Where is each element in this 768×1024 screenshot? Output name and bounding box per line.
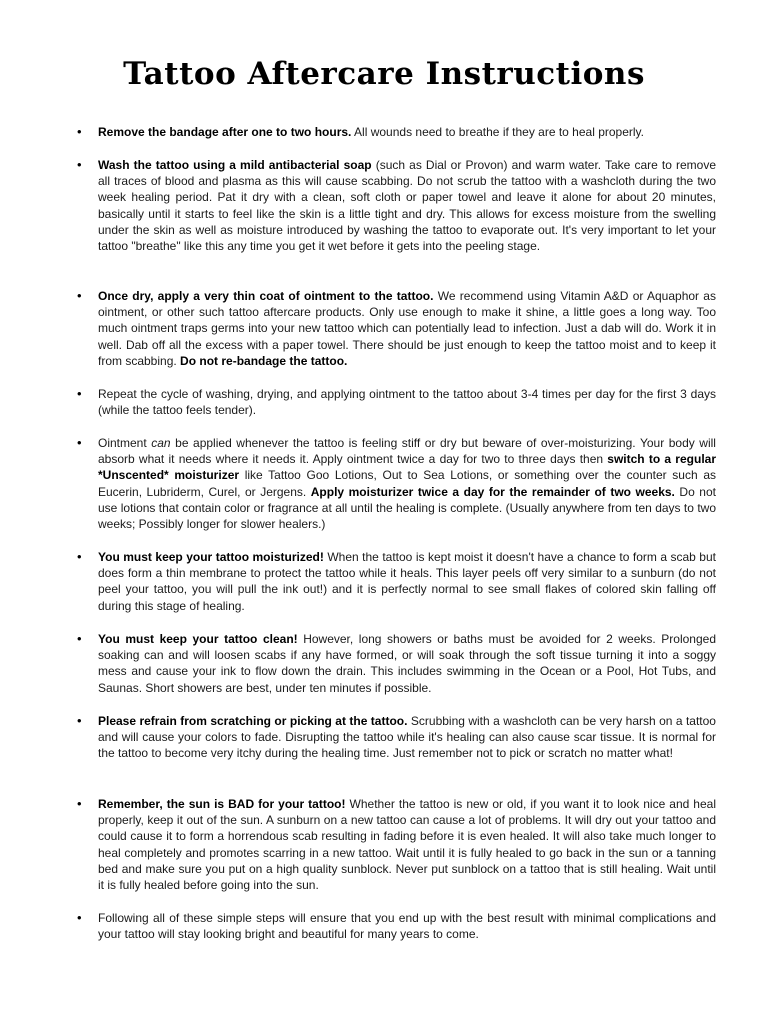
list-item-repeat-cycle [98, 386, 716, 418]
item-bold-text: Please refrain from scratching or picking at the tattoo. [98, 714, 408, 728]
item-bold-text: Once dry, apply a very thin coat of ointment to the tattoo. [98, 289, 434, 303]
list-item-sun-warning [98, 796, 716, 893]
item-bold-text-b: Apply moisturizer twice a day for the remainder of two weeks. [310, 484, 675, 499]
item-text: Scrubbing with a washcloth can be very harsh on a tattoo and will cause your colors to fade. Disrupting the tattoo while it's healing can also cause scar tissue. It is normal for the tattoo to become very itchy during the healing time. Just remember not to pick or scratch no matter what! [98, 714, 716, 761]
item-text: Repeat the cycle of washing, drying, and applying ointment to the tattoo about 3-4 times per day for the first 3 days (while the tattoo feels tender). [98, 387, 716, 418]
item-bold-text: Remove the bandage after one to two hours. [98, 125, 352, 139]
list-item-closing-note [98, 910, 716, 942]
list-item-keep-moisturized [98, 549, 716, 614]
item-bold-text: Remember, the sun is BAD for your tattoo! [98, 797, 346, 811]
item-text-b: be applied whenever the tattoo is feeling stiff or dry but beware of over-moisturizing. Your body will absorb what it needs where it needs it. Apply ointment twice a day for two to three days then [98, 436, 716, 467]
item-text: We recommend using Vitamin A&D or Aquaphor as ointment, or other such tattoo aftercare products. Only use enough to make it shine, a little goes a long way. Too much ointment traps germs into your new tattoo which can potentially lead to infection. Just a dab will do. Work it in well. Dab off all the excess with a paper towel. There should be just enough to keep the tattoo moist and to keep it from scabbing. [98, 289, 716, 368]
list-item-no-scratching [98, 713, 716, 762]
list-item-apply-ointment [98, 288, 716, 369]
item-bold-text: You must keep your tattoo moisturized! [98, 550, 324, 564]
item-text-d: Do not use lotions that contain color or fragrance at all until the healing is complete. (Usually anywhere from ten days to two weeks; Possibly longer for slower healers.) [98, 484, 716, 532]
item-bold-text: You must keep your tattoo clean! [98, 632, 298, 646]
item-bold-text: Wash the tattoo using a mild antibacterial soap [98, 158, 372, 172]
item-bold-text-a: switch to a regular *Unscented* moisturizer [98, 452, 716, 483]
item-text: However, long showers or baths must be avoided for 2 weeks. Prolonged soaking can and will loosen scabs if any have formed, or will soak through the soft tissue turning it into a soggy mess and cause your ink to flow down the drain. This includes swimming in the Ocean or a Pool, Hot Tubs, and Saunas. Short showers are best, under ten minutes if possible. [98, 632, 716, 695]
item-text: (such as Dial or Provon) and warm water. Take care to remove all traces of blood and plasma as this will cause scabbing. Do not scrub the tattoo with a washcloth during the two week healing period. Pat it dry with a clean, soft cloth or paper towel and leave it alone for about 20 minutes, basically until it starts to feel like the skin is a little tight and dry. This allows for excess moisture from the swelling under the skin as well as moisture introduced by washing the tattoo to evaporate out. It's very important to let your tattoo "breathe" like this any time you get it wet before it gets into the peeling stage. [98, 158, 717, 254]
item-italic-text: can [151, 436, 171, 450]
list-item-remove-bandage [98, 124, 716, 140]
list-item-keep-clean [98, 631, 716, 696]
item-text-c: like Tattoo Goo Lotions, Out to Sea Lotions, or something over the counter such as Eucerin, Lubriderm, Curel, or Jergens. [98, 468, 716, 499]
page-title: Tattoo Aftercare Instructions [123, 56, 645, 92]
list-item-wash-tattoo [98, 157, 716, 254]
item-text: All wounds need to breathe if they are to heal properly. [351, 125, 645, 139]
item-text-a: Ointment [98, 436, 152, 450]
item-text: Whether the tattoo is new or old, if you want it to look nice and heal properly, keep it out of the sun. A sunburn on a new tattoo can cause a lot of problems. It will dry out your tattoo and could cause it to form a horrendous scab resulting in fading before it is even healed. It will also take much longer to heal completely and promotes scarring in a new tattoo. Wait until it is fully healed to go back in the sun or a tanning bed and make sure you put on a high quality sunblock. Never put sunblock on a tattoo that is still healing. Wait until it is fully healed before going into the sun. [98, 797, 716, 893]
item-bold-end-text: Do not re-bandage the tattoo. [180, 353, 348, 368]
item-text: When the tattoo is kept moist it doesn't have a chance to form a scab but does form a thin membrane to protect the tattoo while it heals. This layer peels off very similar to a sunburn (do not peel your tattoo, you will pull the ink out!) and it is perfectly normal to see small flakes of colored skin falling off during this stage of healing. [98, 550, 716, 613]
list-item-ointment-moisturizer [98, 435, 716, 532]
item-text: Following all of these simple steps will ensure that you end up with the best result with minimal complications and your tattoo will stay looking bright and beautiful for many years to come. [98, 911, 716, 942]
